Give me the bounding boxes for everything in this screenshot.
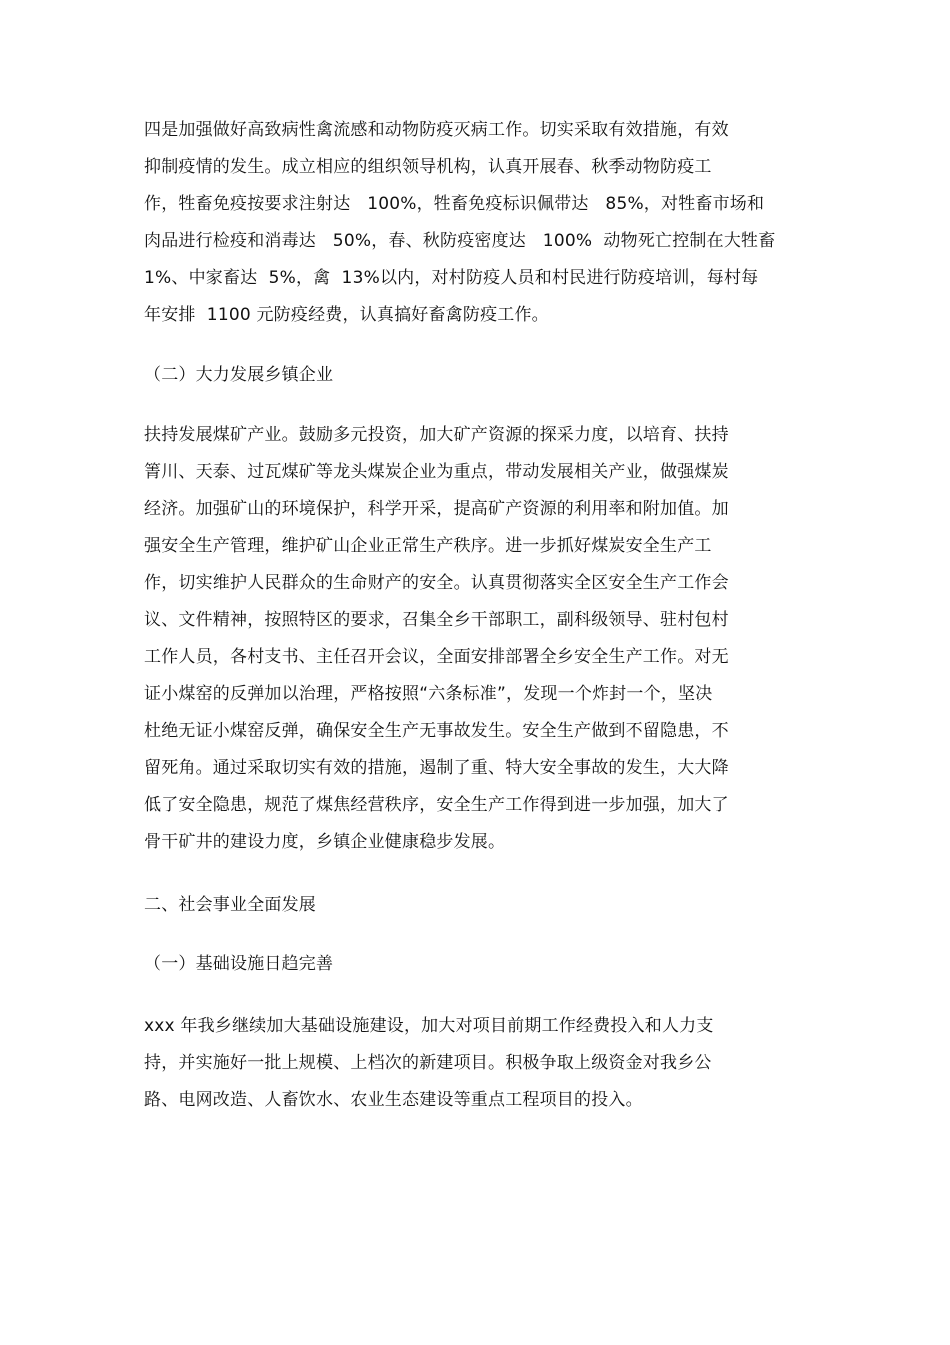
paragraph-infrastructure [144,1008,804,1119]
section-heading-township-enterprises [144,357,804,394]
text-line: 工作人员，各村支书、主任召开会议，全面安排部署全乡安全生产工作。对无 [144,647,729,667]
text-line: 路、电网改造、人畜饮水、农业生态建设等重点工程项目的投入。 [144,1090,643,1110]
text-line: 持，并实施好一批上规模、上档次的新建项目。积极争取上级资金对我乡公 [144,1053,712,1073]
text-line: 强安全生产管理，维护矿山企业正常生产秩序。进一步抓好煤炭安全生产工 [144,536,712,556]
section-heading-infrastructure [144,946,804,983]
text-line: 议、文件精神，按照特区的要求，召集全乡干部职工，副科级领导、驻村包村 [144,610,729,630]
text-line: 箐川、天泰、过瓦煤矿等龙头煤炭企业为重点，带动发展相关产业，做强煤炭 [144,462,729,482]
text-line: 抑制疫情的发生。成立相应的组织领导机构，认真开展春、秋季动物防疫工 [144,157,712,177]
text-line: 作，牲畜免疫按要求注射达 100%，牲畜免疫标识佩带达 85%，对牲畜市场和 [144,194,765,214]
text-line: 肉品进行检疫和消毒达 50%，春、秋防疫密度达 100% 动物死亡控制在大牲畜 [144,231,776,251]
text-line: 经济。加强矿山的环境保护，科学开采，提高矿产资源的利用率和附加值。加 [144,499,729,519]
text-line: 低了安全隐患，规范了煤焦经营秩序，安全生产工作得到进一步加强，加大了 [144,795,729,815]
paragraph-coal-industry [144,417,804,861]
text-line: 证小煤窑的反弹加以治理，严格按照“六条标准”，发现一个炸封一个，坚决 [144,684,713,704]
heading-text: （一）基础设施日趋完善 [144,954,334,974]
heading-text: 二、社会事业全面发展 [144,895,316,915]
section-heading-social-development [144,887,804,924]
text-line: 骨干矿井的建设力度，乡镇企业健康稳步发展。 [144,832,506,852]
text-line: 作，切实维护人民群众的生命财产的安全。认真贯彻落实全区安全生产工作会 [144,573,729,593]
text-line: 1%、中家畜达 5%，禽 13%以内，对村防疫人员和村民进行防疫培训，每村每 [144,268,759,288]
text-line: xxx 年我乡继续加大基础设施建设，加大对项目前期工作经费投入和人力支 [144,1016,714,1036]
paragraph-animal-epidemic-prevention [144,112,804,334]
text-line: 留死角。通过采取切实有效的措施，遏制了重、特大安全事故的发生，大大降 [144,758,729,778]
text-line: 年安排 1100 元防疫经费，认真搞好畜禽防疫工作。 [144,305,549,325]
text-line: 杜绝无证小煤窑反弹，确保安全生产无事故发生。安全生产做到不留隐患，不 [144,721,729,741]
text-line: 扶持发展煤矿产业。鼓励多元投资，加大矿产资源的探采力度，以培育、扶持 [144,425,729,445]
heading-text: （二）大力发展乡镇企业 [144,365,334,385]
text-line: 四是加强做好高致病性禽流感和动物防疫灭病工作。切实采取有效措施，有效 [144,120,729,140]
